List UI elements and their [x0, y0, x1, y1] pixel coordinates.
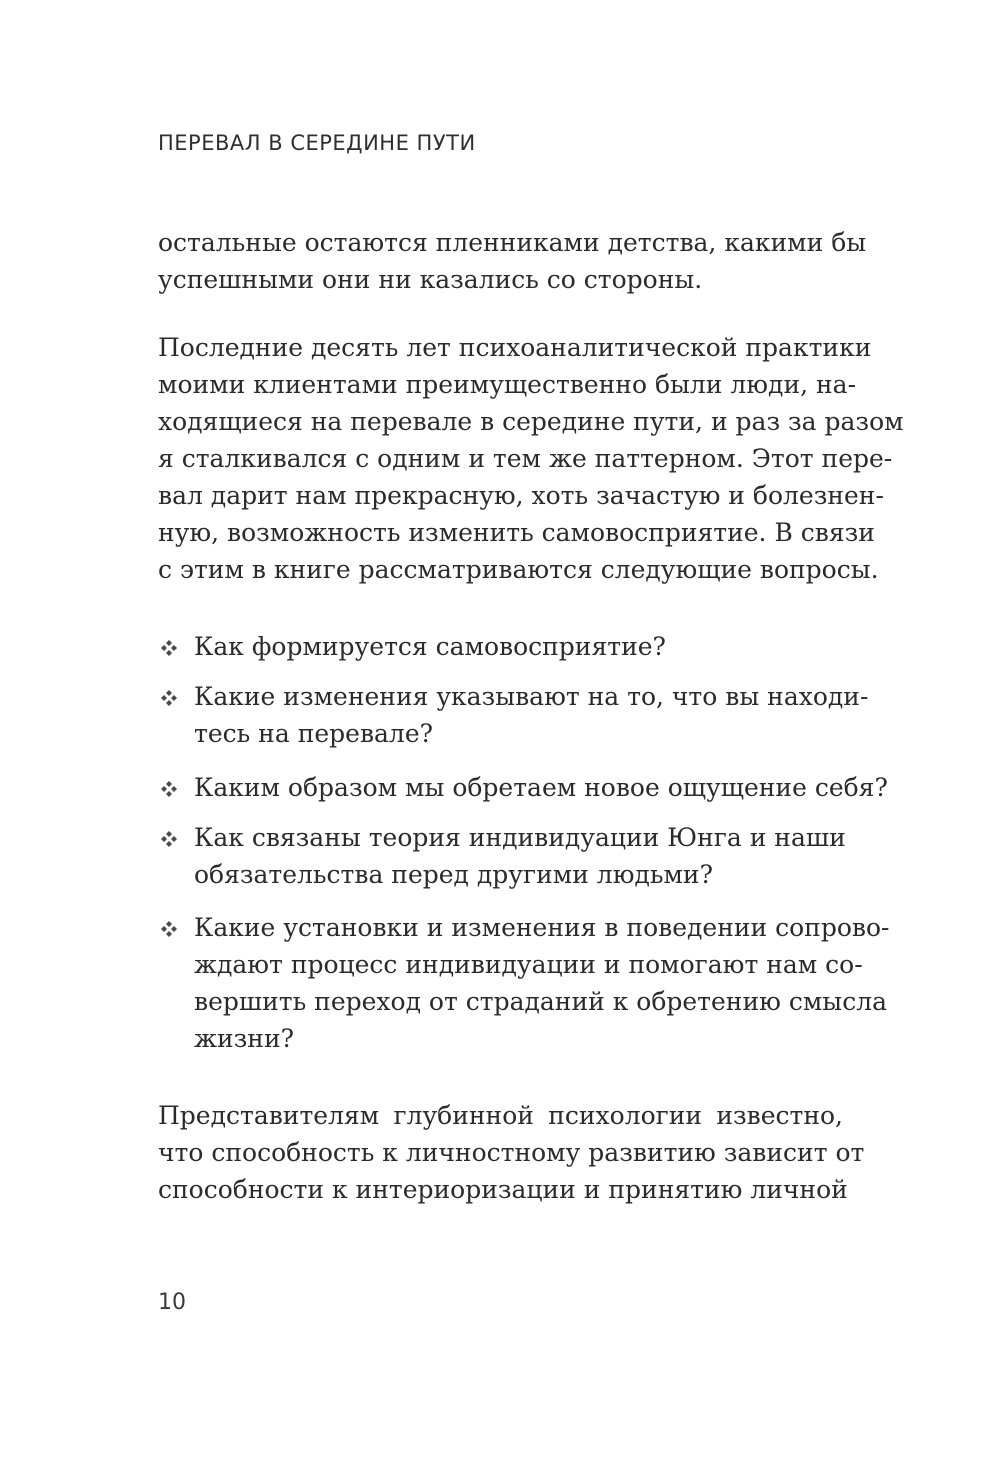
- four-diamond-ornament-icon: [158, 637, 180, 659]
- text-line: что способность к личностному развитию зависит от: [158, 1138, 865, 1167]
- four-diamond-ornament-icon: [158, 778, 180, 800]
- text-line: вал дарит нам прекрасную, хоть зачастую и болезнен-: [158, 481, 884, 510]
- list-item-text: вершить переход от страданий к обретению смысла: [194, 987, 887, 1016]
- text-line: моими клиентами преимущественно были люди, на-: [158, 370, 857, 399]
- text-line: Представителям глубинной психологии известно,: [158, 1101, 843, 1130]
- list-item-text: Какие установки и изменения в поведении сопрово-: [194, 913, 890, 942]
- text-line: с этим в книге рассматриваются следующие вопросы.: [158, 555, 879, 584]
- list-item-text: обязательства перед другими людьми?: [194, 860, 713, 889]
- text-line: остальные остаются пленниками детства, какими бы: [158, 228, 867, 257]
- text-line: ходящиеся на перевале в середине пути, и раз за разом: [158, 407, 904, 436]
- list-item-text: жизни?: [194, 1024, 295, 1053]
- running-head: ПЕРЕВАЛ В СЕРЕДИНЕ ПУТИ: [158, 131, 476, 155]
- four-diamond-ornament-icon: [158, 687, 180, 709]
- list-item-text: тесь на перевале?: [194, 719, 434, 748]
- four-diamond-ornament-icon: [158, 828, 180, 850]
- text-line: способности к интериоризации и принятию личной: [158, 1175, 848, 1204]
- text-line: Последние десять лет психоаналитической практики: [158, 333, 872, 362]
- list-item-text: Как формируется самовосприятие?: [194, 632, 666, 661]
- text-line: успешными они ни казались со стороны.: [158, 265, 703, 294]
- text-line: ную, возможность изменить самовосприятие. В связи: [158, 518, 875, 547]
- list-item-text: Какие изменения указывают на то, что вы находи-: [194, 682, 869, 711]
- list-item-text: Как связаны теория индивидуации Юнга и наши: [194, 823, 846, 852]
- text-line: я сталкивался с одним и тем же паттерном. Этот пере-: [158, 444, 893, 473]
- list-item-text: Каким образом мы обретаем новое ощущение себя?: [194, 773, 888, 802]
- list-item-text: ждают процесс индивидуации и помогают нам со-: [194, 950, 863, 979]
- page-number: 10: [158, 1290, 186, 1315]
- four-diamond-ornament-icon: [158, 918, 180, 940]
